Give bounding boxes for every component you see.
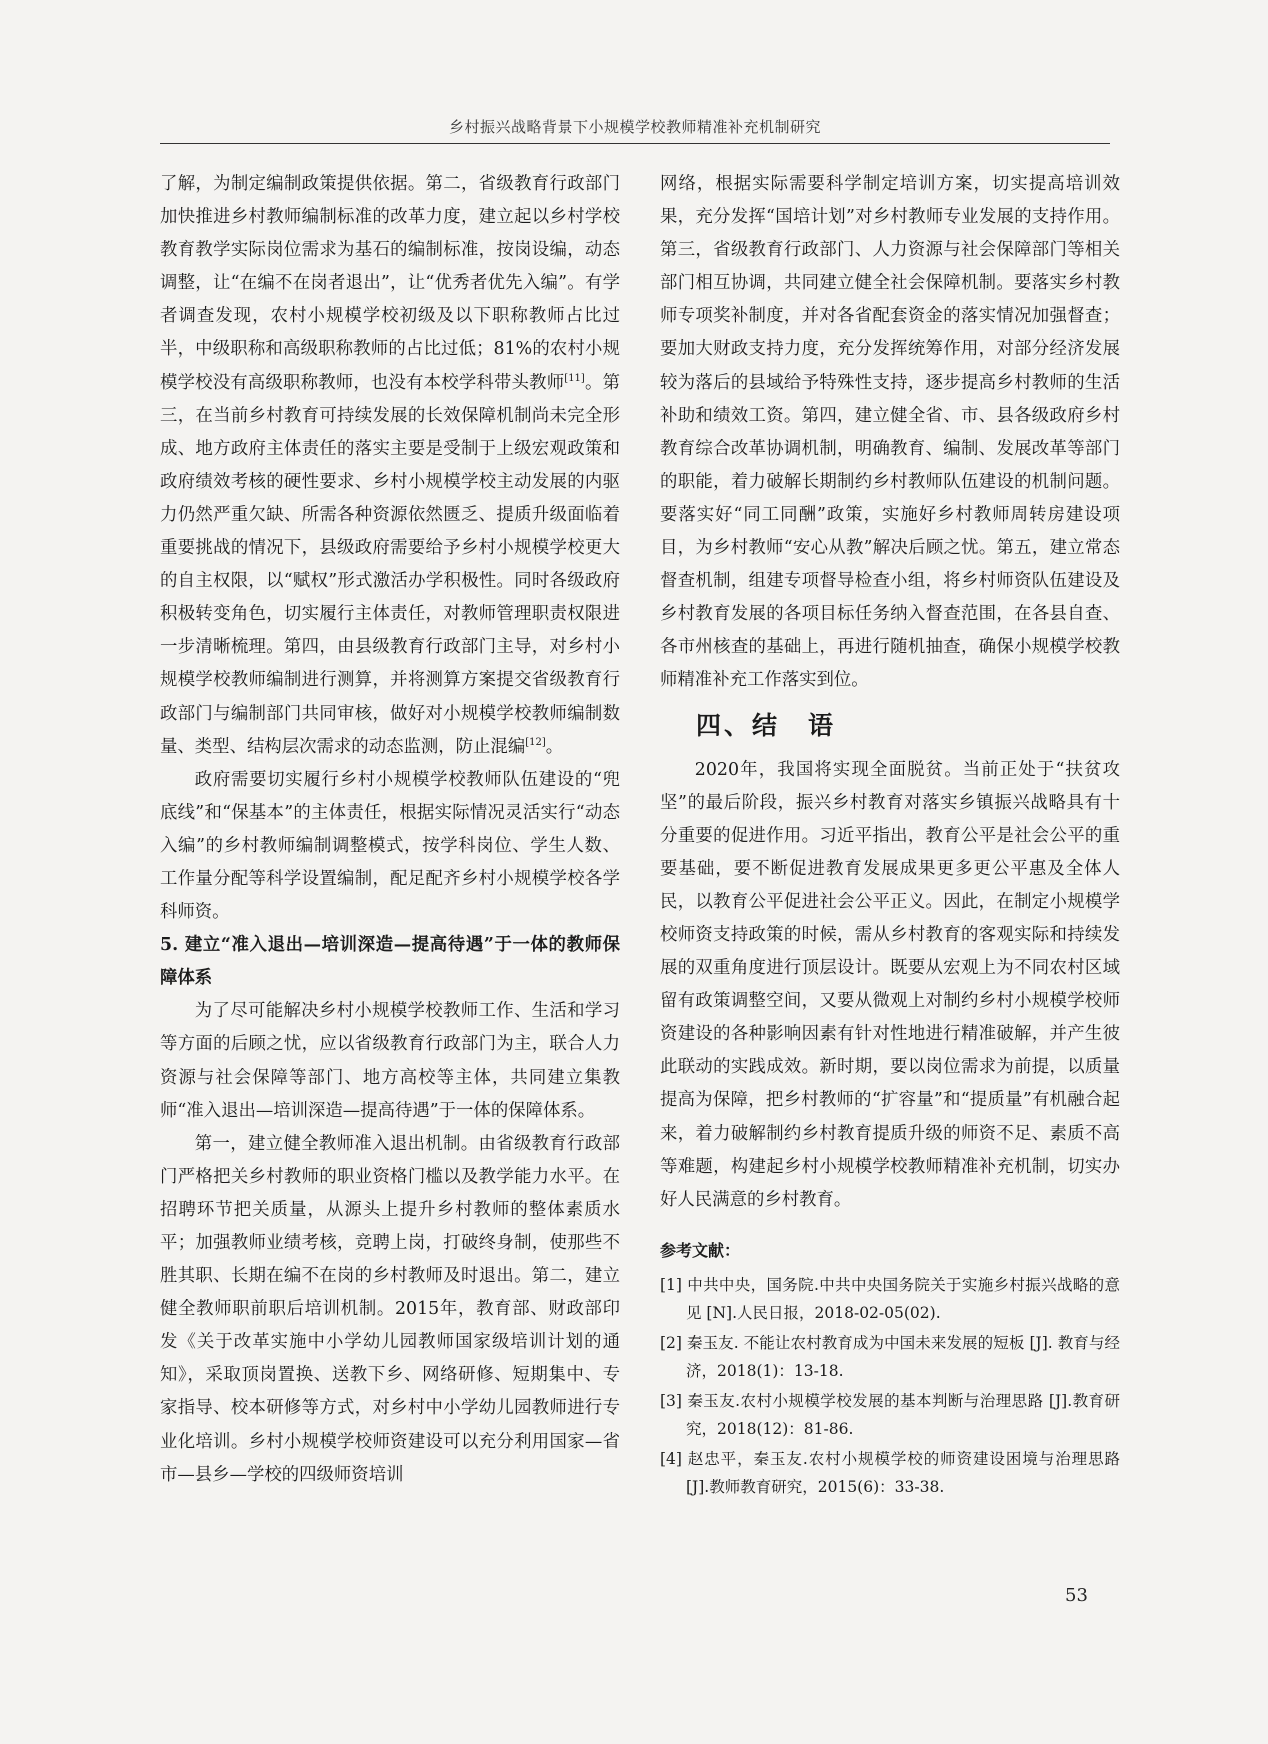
left-paragraph-2: 政府需要切实履行乡村小规模学校教师队伍建设的“兜底线”和“保基本”的主体责任，根据实际情况灵活实行“动态入编”的乡村教师编制调整模式，按学科岗位、学生人数、工作量分配等科学设置编制，配足配齐乡村小规模学校各学科师资。 <box>160 769 620 923</box>
references-title: 参考文献： <box>660 1240 741 1260</box>
left-paragraph-4: 第一，建立健全教师准入退出机制。由省级教育行政部门严格把关乡村教师的职业资格门槛以及教学能力水平。在招聘环节把关质量，从源头上提升乡村教师的整体素质水平；加强教师业绩考核，竞聘上岗，打破终身制，使那些不胜其职、长期在编不在岗的乡村教师及时退出。第二，建立健全教师职前职后培训机制。2015年，教育部、财政部印发《关于改革实施中小学幼儿园教师国家级培训计划的通知》，采取顶岗置换、送教下乡、网络研修、短期集中、专家指导、校本研修等方式，对乡村中小学幼儿园教师进行专业化培训。乡村小规模学校师资建设可以充分利用国家—省市—县乡—学校的四级师资培训 <box>160 1133 620 1485</box>
left-column <box>160 168 620 1492</box>
reference-item: [3] 秦玉友.农村小规模学校发展的基本判断与治理思路 [J].教育研究，2018(12)：81-86. <box>660 1391 1120 1438</box>
left-paragraph-1-text: 了解，为制定编制政策提供依据。第二，省级教育行政部门加快推进乡村教师编制标准的改革力度，建立起以乡村学校教育教学实际岗位需求为基石的编制标准，按岗设编，动态调整，让“在编不在岗者退出”，让“优秀者优先入编”。有学者调查发现，农村小规模学校初级及以下职称教师占比过半，中级职称和高级职称教师的占比过低；81%的农村小规模学校没有高级职称教师，也没有本校学科带头教师 <box>160 174 620 393</box>
left-paragraph-1-cont: 。第三，在当前乡村教育可持续发展的长效保障机制尚未完全形成、地方政府主体责任的落实主要是受制于上级宏观政策和政府绩效考核的硬性要求、乡村小规模学校主动发展的内驱力仍然严重欠缺、所需各种资源依然匮乏、提质升级面临着重要挑战的情况下，县级政府需要给予乡村小规模学校更大的自主权限，以“赋权”形式激活办学积极性。同时各级政府积极转变角色，切实履行主体责任，对教师管理职责权限进一步清晰梳理。第四，由县级教育行政部门主导，对乡村小规模学校教师编制进行测算，并将测算方案提交省级教育行政部门与编制部门共同审核，做好对小规模学校教师编制数量、类型、结构层次需求的动态监测，防止混编 <box>160 372 620 757</box>
right-paragraph-1: 网络，根据实际需要科学制定培训方案，切实提高培训效果，充分发挥“国培计划”对乡村教师专业发展的支持作用。第三，省级教育行政部门、人力资源与社会保障部门等相关部门相互协调，共同建立健全社会保障机制。要落实乡村教师专项奖补制度，并对各省配套资金的落实情况加强督查；要加大财政支持力度，充分发挥统筹作用，对部分经济发展较为落后的县域给予特殊性支持，逐步提高乡村教师的生活补助和绩效工资。第四，建立健全省、市、县各级政府乡村教育综合改革协调机制，明确教育、编制、发展改革等部门的职能，着力破解长期制约乡村教师队伍建设的机制问题。要落实好“同工同酬”政策，实施好乡村教师周转房建设项目，为乡村教师“安心从教”解决后顾之忧。第五，建立常态督查机制，组建专项督导检查小组，将乡村师资队伍建设及乡村教育发展的各项目标任务纳入督查范围，在各县自查、各市州核查的基础上，再进行随机抽查，确保小规模学校教师精准补充工作落实到位。 <box>660 174 1120 691</box>
section-heading-conclusion: 四、结 语 <box>696 710 837 740</box>
running-header-title: 乡村振兴战略背景下小规模学校教师精准补充机制研究 <box>448 118 821 136</box>
right-paragraph-2: 2020年，我国将实现全面脱贫。当前正处于“扶贫攻坚”的最后阶段，振兴乡村教育对落实乡镇振兴战略具有十分重要的促进作用。习近平指出，教育公平是社会公平的重要基础，要不断促进教育发展成果更多更公平惠及全体人民，以教育公平促进社会公平正义。因此，在制定小规模学校师资支持政策的时候，需从乡村教育的客观实际和持续发展的双重角度进行顶层设计。既要从宏观上为不同农村区域留有政策调整空间，又要从微观上对制约乡村小规模学校师资建设的各种影响因素有针对性地进行精准破解，并产生彼此联动的实践成效。新时期，要以岗位需求为前提，以质量提高为保障，把乡村教师的“扩容量”和“提质量”有机融合起来，着力破解制约乡村教育提质升级的师资不足、素质不高等难题，构建起乡村小规模学校教师精准补充机制，切实办好人民满意的乡村教育。 <box>660 759 1120 1210</box>
citation-12: [12] <box>525 736 546 748</box>
right-column <box>660 168 1120 1503</box>
page-number: 53 <box>1065 1585 1088 1606</box>
reference-item: [2] 秦玉友. 不能让农村教育成为中国未来发展的短板 [J]. 教育与经济，2018(1)：13-18. <box>660 1333 1120 1380</box>
left-paragraph-3: 为了尽可能解决乡村小规模学校教师工作、生活和学习等方面的后顾之忧，应以省级教育行政部门为主，联合人力资源与社会保障等部门、地方高校等主体，共同建立集教师“准入退出—培训深造—提高待遇”于一体的保障体系。 <box>160 1001 620 1121</box>
subsection-heading-5: 5. 建立“准入退出—培训深造—提高待遇”于一体的教师保障体系 <box>160 935 620 989</box>
reference-item: [4] 赵忠平，秦玉友.农村小规模学校的师资建设困境与治理思路 [J].教师教育研究，2015(6)：33-38. <box>660 1449 1120 1496</box>
citation-11: [11] <box>564 372 585 384</box>
left-paragraph-1 <box>160 168 620 764</box>
reference-item: [1] 中共中央，国务院.中共中央国务院关于实施乡村振兴战略的意见 [N].人民日报，2018-02-05(02). <box>660 1275 1120 1322</box>
left-paragraph-1-end: 。 <box>545 736 564 757</box>
header-rule <box>160 143 1110 144</box>
